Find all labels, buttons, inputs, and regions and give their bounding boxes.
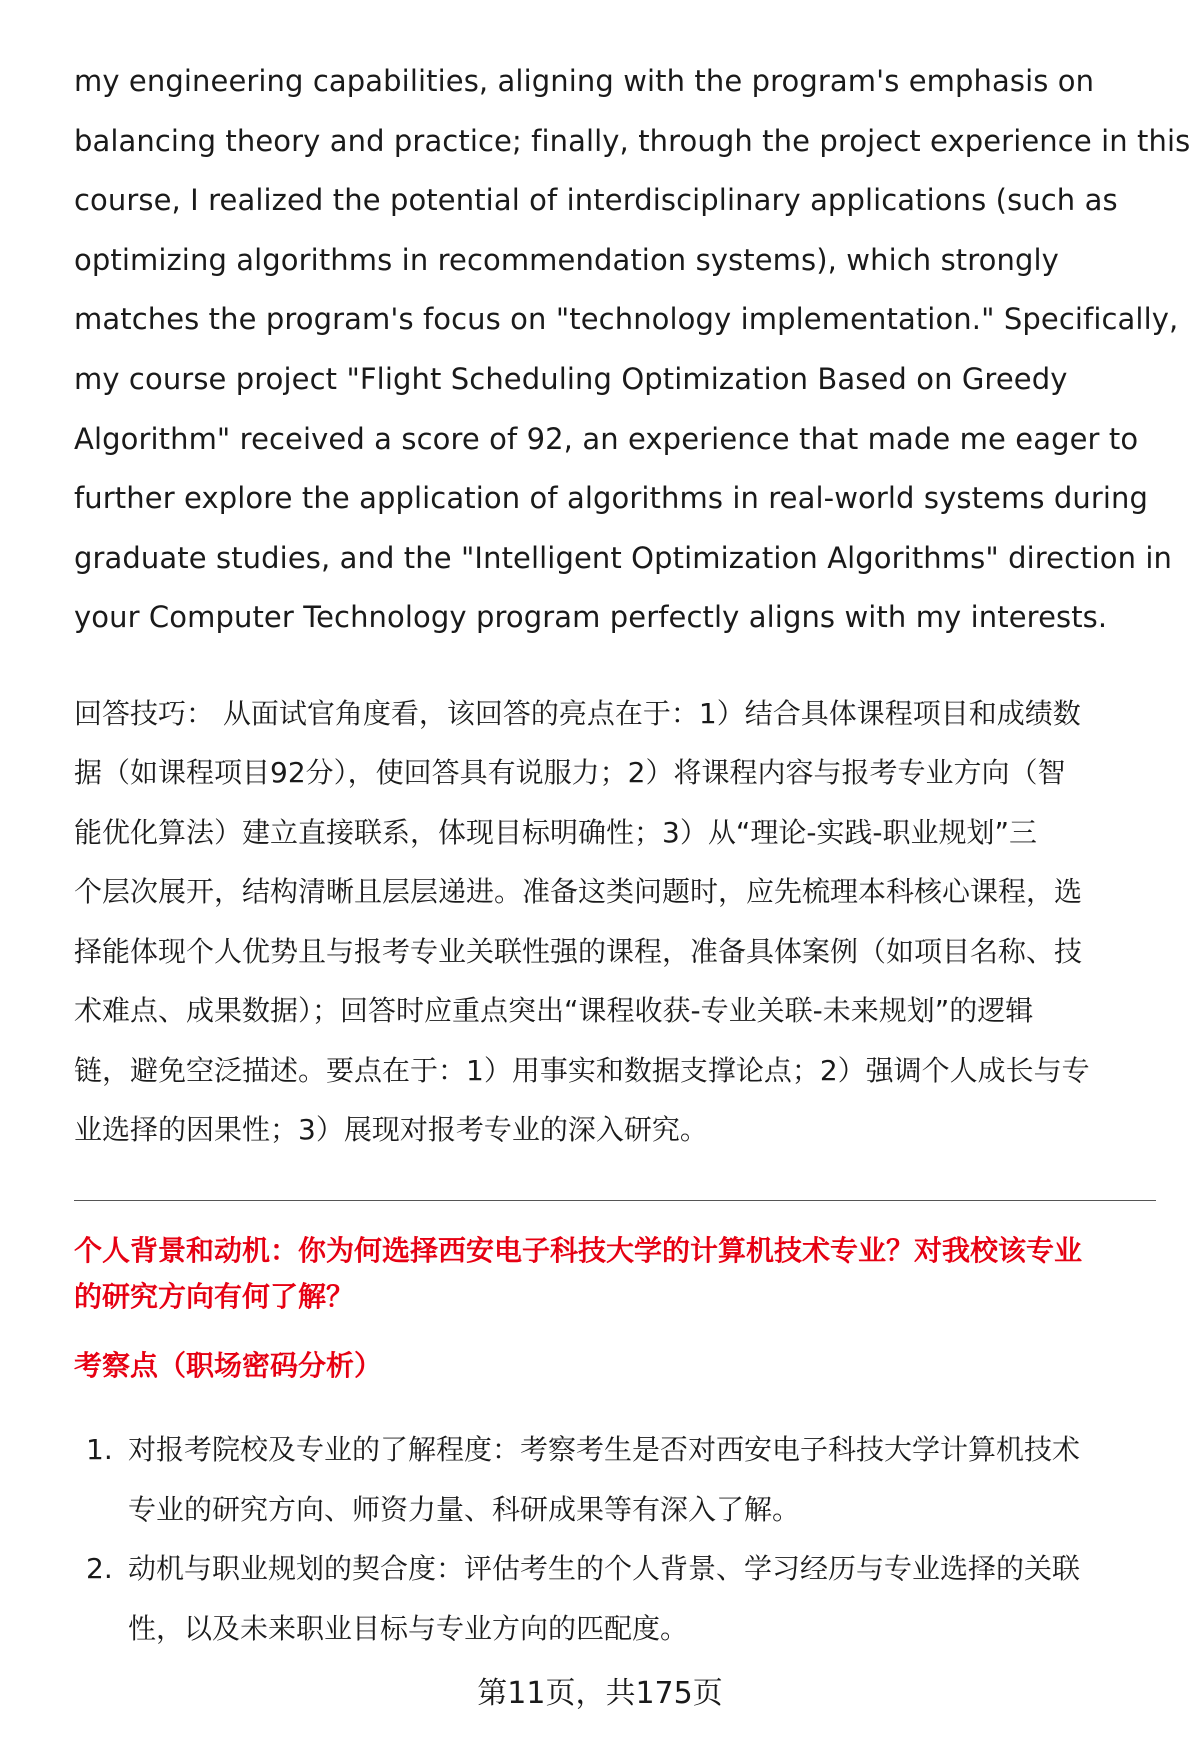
text-line: 的研究方向有何了解？ bbox=[74, 1280, 355, 1313]
text-line: my course project "Flight Scheduling Optimization Based on Greedy bbox=[74, 361, 1068, 396]
text-line: Algorithm" received a score of 92, an experience that made me eager to bbox=[74, 421, 1139, 456]
answer-paragraph bbox=[74, 52, 1191, 648]
page-content bbox=[74, 52, 1191, 1160]
text-line: 动机与职业规划的契合度：评估考生的个人背景、学习经历与专业选择的关联 bbox=[128, 1552, 1081, 1585]
text-line: your Computer Technology program perfectly aligns with my interests. bbox=[74, 600, 1108, 635]
list-number: 1. bbox=[86, 1433, 113, 1466]
text-line: 链，避免空泛描述。要点在于：1）用事实和数据支撑论点；2）强调个人成长与专 bbox=[74, 1053, 1090, 1087]
text-line: course, I realized the potential of interdisciplinary applications (such as bbox=[74, 183, 1118, 218]
text-line: matches the program's focus on "technology implementation." Specifically, bbox=[74, 302, 1179, 337]
text-line: 据（如课程项目92分），使回答具有说服力；2）将课程内容与报考专业方向（智 bbox=[74, 756, 1066, 790]
text-line: 专业的研究方向、师资力量、科研成果等有深入了解。 bbox=[128, 1492, 801, 1526]
text-line: 能优化算法）建立直接联系，体现目标明确性；3）从“理论-实践-职业规划”三 bbox=[74, 815, 1038, 849]
list-number: 2. bbox=[86, 1552, 113, 1585]
text-line: 个人背景和动机：你为何选择西安电子科技大学的计算机技术专业？对我校该专业 bbox=[74, 1234, 1083, 1267]
assessment-list bbox=[74, 1420, 1156, 1658]
list-item-text bbox=[128, 1420, 1156, 1539]
text-line: my engineering capabilities, aligning with the program's emphasis on bbox=[74, 64, 1095, 98]
text-line: 性，以及未来职业目标与专业方向的匹配度。 bbox=[128, 1611, 689, 1645]
text-line: 个层次展开，结构清晰且层层递进。准备这类问题时，应先梳理本科核心课程，选 bbox=[74, 875, 1083, 909]
text-line: optimizing algorithms in recommendation systems), which strongly bbox=[74, 242, 1059, 277]
assessment-subheading: 考察点（职场密码分析） bbox=[74, 1349, 383, 1382]
tips-paragraph bbox=[74, 684, 1156, 1160]
text-line: further explore the application of algorithms in real-world systems during bbox=[74, 481, 1149, 516]
text-line: 业选择的因果性；3）展现对报考专业的深入研究。 bbox=[74, 1113, 708, 1147]
text-line: 术难点、成果数据）；回答时应重点突出“课程收获-专业关联-未来规划”的逻辑 bbox=[74, 994, 1034, 1028]
text-line: 回答技巧： 从面试官角度看，该回答的亮点在于：1）结合具体课程项目和成绩数 bbox=[74, 696, 1081, 730]
page-footer: 第11页，共175页 bbox=[477, 1676, 723, 1711]
text-line: graduate studies, and the "Intelligent Optimization Algorithms" direction in bbox=[74, 540, 1173, 575]
text-line: 择能体现个人优势且与报考专业关联性强的课程，准备具体案例（如项目名称、技 bbox=[74, 934, 1083, 968]
section-divider bbox=[74, 1200, 1156, 1201]
list-item bbox=[74, 1539, 1156, 1658]
text-line: 对报考院校及专业的了解程度：考察考生是否对西安电子科技大学计算机技术 bbox=[128, 1433, 1081, 1466]
question-heading bbox=[74, 1228, 1156, 1320]
list-item bbox=[74, 1420, 1156, 1539]
list-item-text bbox=[128, 1539, 1156, 1658]
text-line: balancing theory and practice; finally, through the project experience in this bbox=[74, 123, 1191, 158]
